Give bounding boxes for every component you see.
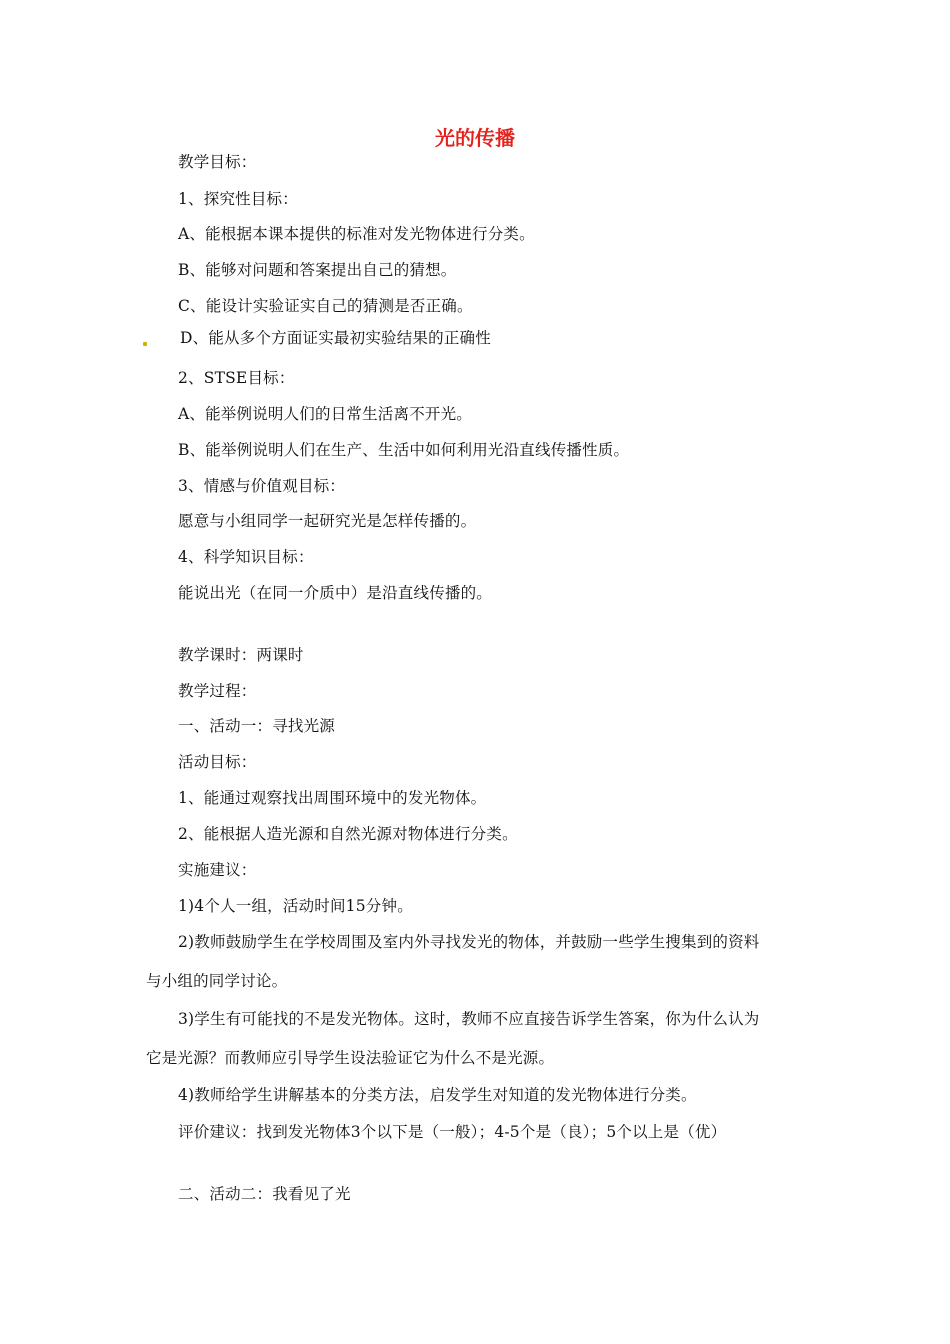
text-line: A、能举例说明人们的日常生活离不开光。 bbox=[178, 405, 472, 423]
text-line: C、能设计实验证实自己的猜测是否正确。 bbox=[178, 297, 473, 315]
text-line: 能说出光（在同一介质中）是沿直线传播的。 bbox=[178, 584, 493, 602]
text-line: 3、情感与价值观目标： bbox=[178, 477, 346, 495]
text-line: 2、能根据人造光源和自然光源对物体进行分类。 bbox=[178, 825, 518, 843]
text-line: 它是光源？而教师应引导学生设法验证它为什么不是光源。 bbox=[146, 1049, 555, 1067]
text-line: 1)4个人一组，活动时间15分钟。 bbox=[178, 897, 413, 915]
text-line: 教学过程： bbox=[178, 682, 257, 700]
text-line: 4、科学知识目标： bbox=[178, 548, 314, 566]
text-line: 1、探究性目标： bbox=[178, 190, 298, 208]
text-line: 4)教师给学生讲解基本的分类方法，启发学生对知道的发光物体进行分类。 bbox=[178, 1086, 697, 1104]
text-line: 与小组的同学讨论。 bbox=[146, 972, 288, 990]
text-line: 教学目标： bbox=[178, 153, 257, 171]
text-line: B、能举例说明人们在生产、生活中如何利用光沿直线传播性质。 bbox=[178, 441, 630, 459]
text-line: 2)教师鼓励学生在学校周围及室内外寻找发光的物体，并鼓励一些学生搜集到的资料 bbox=[178, 933, 760, 951]
text-line: 2、STSE目标： bbox=[178, 369, 295, 387]
text-line: 教学课时：两课时 bbox=[178, 646, 304, 664]
stray-mark bbox=[143, 342, 147, 346]
text-line: 1、能通过观察找出周围环境中的发光物体。 bbox=[178, 789, 487, 807]
text-line: 活动目标： bbox=[178, 753, 257, 771]
text-line: 二、活动二：我看见了光 bbox=[178, 1185, 351, 1203]
text-line: 一、活动一：寻找光源 bbox=[178, 717, 336, 735]
text-line: 评价建议：找到发光物体3个以下是（一般）；4-5个是（良）；5个以上是（优） bbox=[178, 1123, 727, 1141]
text-line: 实施建议： bbox=[178, 861, 257, 879]
text-line: 3)学生有可能找的不是发光物体。这时，教师不应直接告诉学生答案，你为什么认为 bbox=[178, 1010, 760, 1028]
document-title: 光的传播 bbox=[435, 126, 515, 150]
text-line: 愿意与小组同学一起研究光是怎样传播的。 bbox=[178, 512, 477, 530]
text-line: B、能够对问题和答案提出自己的猜想。 bbox=[178, 261, 457, 279]
text-line: A、能根据本课本提供的标准对发光物体进行分类。 bbox=[178, 225, 535, 243]
text-line: D、能从多个方面证实最初实验结果的正确性 bbox=[180, 329, 491, 347]
